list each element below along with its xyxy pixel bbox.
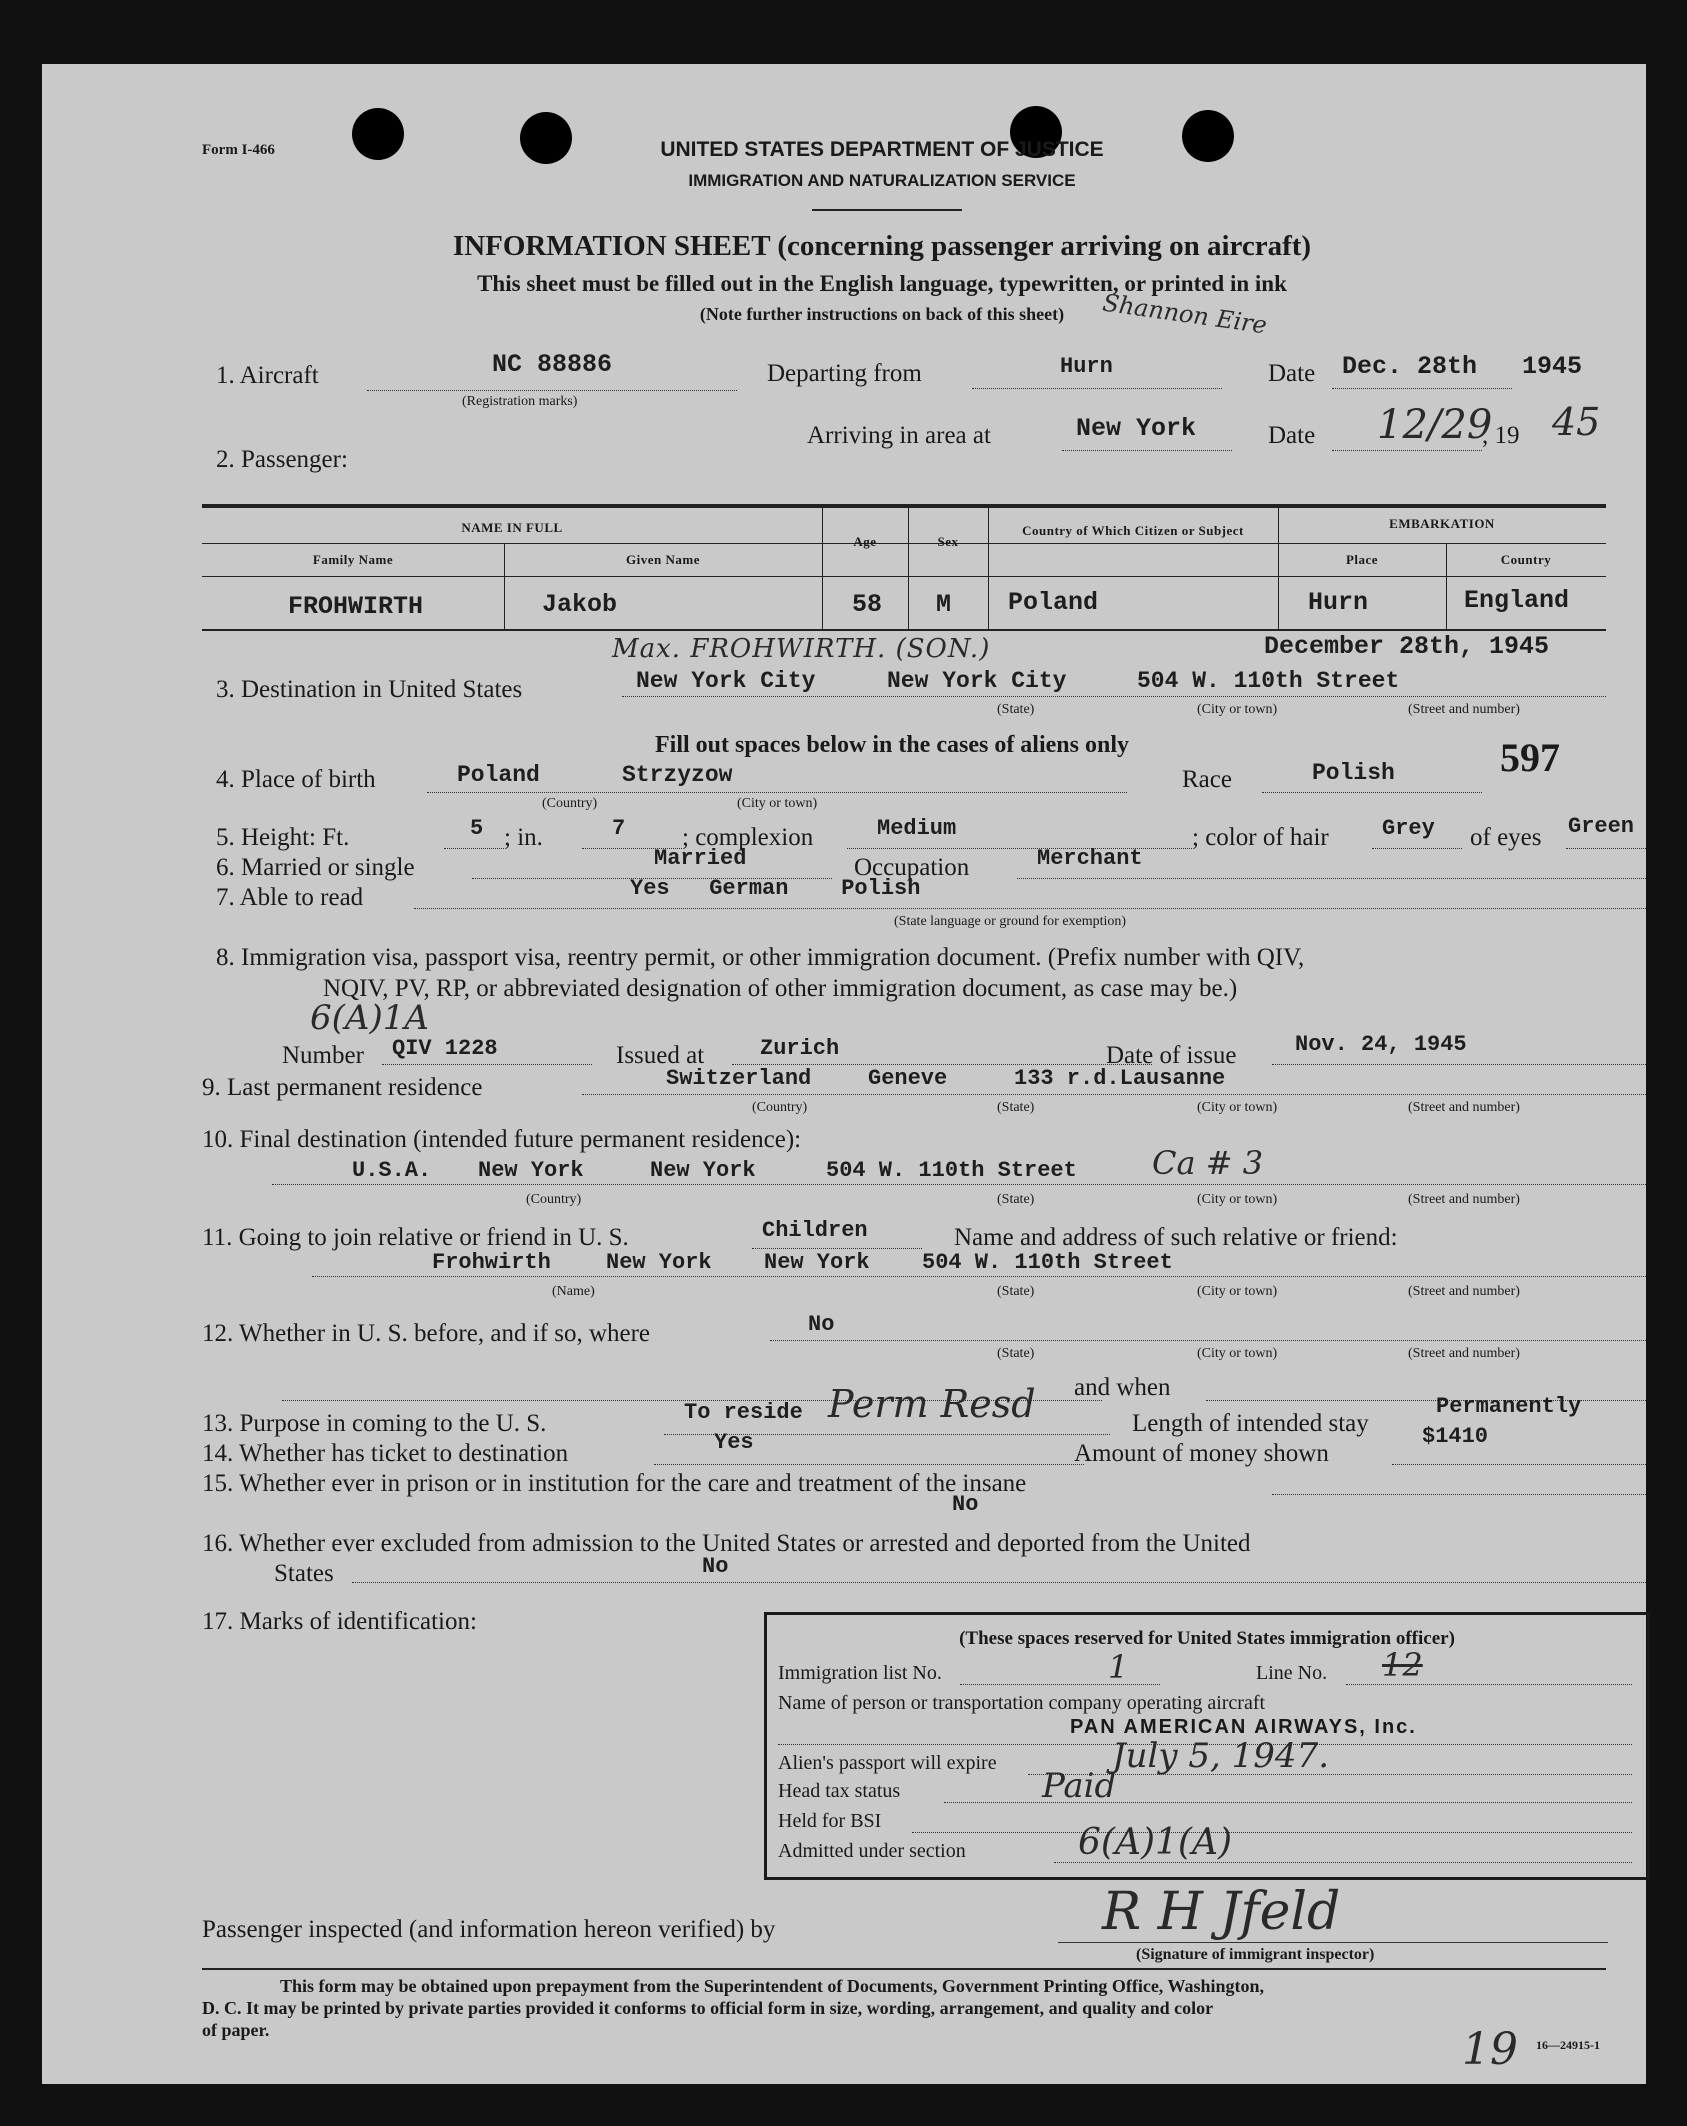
marital-value: Married [654, 846, 747, 871]
read-line [414, 908, 1646, 909]
arriving-value: New York [1076, 414, 1197, 443]
family-name-header: Family Name [312, 552, 394, 567]
complexion-label: ; complexion [682, 824, 814, 851]
residence-street-caption: (Street and number) [1408, 1100, 1520, 1115]
name-address-label: Name and address of such relative or friend: [954, 1224, 1398, 1251]
head-tax-value: Paid [1042, 1766, 1117, 1806]
sheet-title: INFORMATION SHEET (concerning passenger arriving on aircraft) [452, 230, 1312, 262]
embark-country-value: England [1464, 586, 1570, 615]
son-note-handwritten: Max. FROHWIRTH. (SON.) [612, 634, 991, 664]
date-of-issue-value: Nov. 24, 1945 [1295, 1032, 1467, 1057]
bsi-label: Held for BSI [778, 1810, 882, 1832]
place-header: Place [1345, 552, 1379, 567]
arrive-year-value: 45 [1552, 400, 1601, 444]
depart-date-value: Dec. 28th [1342, 352, 1478, 381]
departing-handwritten: Shannon Eire [1100, 288, 1269, 340]
print-note-line3: of paper. [202, 2020, 270, 2040]
final-country-caption: (Country) [526, 1192, 582, 1207]
signature-line [1058, 1942, 1608, 1943]
print-note-line1: This form may be obtained upon prepayment from the Superintendent of Documents, Government Printing Office, Washington, [280, 1976, 1265, 1996]
service-title: IMMIGRATION AND NATURALIZATION SERVICE [688, 171, 1076, 190]
height-feet: 5 [470, 816, 484, 841]
and-when-label: and when [1074, 1374, 1171, 1401]
final-destination-label: 10. Final destination (intended future permanent residence): [202, 1126, 802, 1153]
inspected-label: Passenger inspected (and information hereon verified) by [202, 1916, 776, 1943]
citizen-value: Poland [1008, 588, 1099, 617]
typed-date-note: December 28th, 1945 [1264, 632, 1550, 661]
visa-number-value: QIV 1228 [392, 1036, 498, 1061]
relative-state-caption: (State) [997, 1284, 1035, 1299]
residence-state: Geneve [868, 1066, 948, 1091]
birth-city: Strzyzow [622, 762, 733, 788]
money-label: Amount of money shown [1074, 1440, 1329, 1467]
join-relative-line [752, 1248, 922, 1249]
money-line [1392, 1464, 1646, 1465]
passenger-label: 2. Passenger: [216, 446, 348, 473]
before-city-caption: (City or town) [1197, 1346, 1278, 1361]
relative-address-line [312, 1276, 1646, 1277]
issued-at-line [732, 1064, 1152, 1065]
length-of-stay-label: Length of intended stay [1132, 1410, 1369, 1437]
birth-country: Poland [457, 762, 540, 788]
sheet-note: (Note further instructions on back of this sheet) [699, 304, 1065, 324]
eyes-line [1566, 848, 1646, 849]
final-city: New York [650, 1158, 756, 1183]
final-city-caption: (City or town) [1197, 1192, 1278, 1207]
table-rule [202, 576, 1606, 577]
table-bottom-rule [202, 629, 1606, 631]
print-note-line2: D. C. It may be printed by private parties provided it conforms to official form in size, wording, arrangement, and quality and color [202, 1998, 1214, 2018]
prison-value: No [952, 1492, 979, 1517]
punch-hole [352, 108, 404, 160]
prison-line [1272, 1494, 1646, 1495]
name-in-full-header: NAME IN FULL [461, 520, 563, 535]
date-of-issue-line [1272, 1064, 1646, 1065]
height-inches: 7 [612, 816, 626, 841]
race-line [1262, 792, 1482, 793]
embark-place-value: Hurn [1308, 588, 1369, 617]
occupation-line [1017, 878, 1646, 879]
visa-label-line2: NQIV, PV, RP, or abbreviated designation of other immigration document, as case may be.) [323, 975, 1238, 1002]
aircraft-caption: (Registration marks) [462, 394, 578, 409]
section-label: Admitted under section [778, 1840, 966, 1862]
before-line [770, 1340, 1646, 1341]
age-header: Age [853, 534, 877, 549]
occupation-value: Merchant [1037, 846, 1143, 871]
depart-date-label: Date [1268, 360, 1316, 387]
hair-line [1372, 848, 1462, 849]
line-no-value: 12 [1382, 1646, 1423, 1684]
final-street-caption: (Street and number) [1408, 1192, 1520, 1207]
birth-city-caption: (City or town) [737, 796, 818, 811]
departing-label: Departing from [767, 360, 922, 387]
marks-label: 17. Marks of identification: [202, 1608, 477, 1635]
given-name-value: Jakob [542, 590, 618, 619]
birthplace-line [427, 792, 1127, 793]
depart-year-value: 1945 [1522, 352, 1583, 381]
company-value: PAN AMERICAN AIRWAYS, Inc. [1070, 1716, 1417, 1738]
arrive-year-prefix: , 19 [1482, 422, 1520, 449]
before-value: No [808, 1312, 835, 1337]
page-number-handwritten: 19 [1462, 2024, 1518, 2075]
given-name-header: Given Name [626, 552, 700, 567]
table-col [988, 508, 989, 630]
embarkation-header: EMBARKATION [1389, 516, 1495, 531]
relative-city: New York [764, 1250, 870, 1275]
race-code: 597 [1500, 735, 1560, 780]
country-header: Country of Which Citizen or Subject [1022, 523, 1244, 538]
line-no-line [1346, 1684, 1632, 1685]
destination-state: New York City [636, 668, 816, 694]
header-rule [812, 209, 962, 211]
join-relative-value: Children [762, 1218, 868, 1243]
bsi-line [912, 1832, 1632, 1833]
birthplace-label: 4. Place of birth [216, 766, 376, 793]
department-title: UNITED STATES DEPARTMENT OF JUSTICE [660, 138, 1104, 161]
birth-country-caption: (Country) [542, 796, 598, 811]
footer-rule [202, 1968, 1606, 1970]
final-state: New York [478, 1158, 584, 1183]
table-col [822, 508, 823, 630]
sex-header: Sex [937, 534, 959, 549]
list-no-line [960, 1684, 1160, 1685]
aircraft-value: NC 88886 [492, 350, 613, 379]
section-value: 6(A)1(A) [1078, 1822, 1232, 1863]
relative-city-caption: (City or town) [1197, 1284, 1278, 1299]
destination-line [622, 696, 1606, 697]
aircraft-label: 1. Aircraft [216, 362, 319, 389]
hair-label: ; color of hair [1192, 824, 1329, 851]
sheet-subtitle: This sheet must be filled out in the English language, typewritten, or printed in ink [477, 271, 1287, 296]
relative-name-caption: (Name) [552, 1284, 595, 1299]
destination-street-caption: (Street and number) [1408, 702, 1520, 717]
residence-street: 133 r.d.Lausanne [1014, 1066, 1226, 1091]
relative-street: 504 W. 110th Street [922, 1250, 1173, 1275]
residence-state-caption: (State) [997, 1100, 1035, 1115]
before-street-caption: (Street and number) [1408, 1346, 1520, 1361]
destination-city: New York City [887, 668, 1067, 694]
passport-expire-value: July 5, 1947. [1112, 1736, 1329, 1776]
ticket-label: 14. Whether has ticket to destination [202, 1440, 569, 1467]
before-state-caption: (State) [997, 1346, 1035, 1361]
arriving-line [1062, 450, 1232, 451]
marital-label: 6. Married or single [216, 854, 415, 881]
signature-caption: (Signature of immigrant inspector) [1136, 1946, 1375, 1963]
complexion-value: Medium [877, 816, 957, 841]
form-sheet [42, 64, 1646, 2084]
destination-city-caption: (City or town) [1197, 702, 1278, 717]
eyes-value: Green [1568, 814, 1635, 839]
residence-country-caption: (Country) [752, 1100, 808, 1115]
head-tax-label: Head tax status [778, 1780, 901, 1802]
relative-street-caption: (Street and number) [1408, 1284, 1520, 1299]
read-caption: (State language or ground for exemption) [894, 914, 1127, 929]
embark-country-header: Country [1500, 552, 1552, 567]
final-handwritten-note: Ca # 3 [1152, 1144, 1264, 1182]
table-top-rule [202, 504, 1606, 508]
hair-value: Grey [1382, 816, 1435, 841]
race-label: Race [1182, 766, 1232, 793]
arrive-date-line [1332, 450, 1482, 451]
final-state-caption: (State) [997, 1192, 1035, 1207]
occupation-label: Occupation [854, 854, 970, 881]
inspector-signature: R H Jfeld [1102, 1882, 1341, 1942]
read-value: Yes German Polish [630, 876, 921, 901]
arriving-label: Arriving in area at [807, 422, 991, 449]
passport-expire-label: Alien's passport will expire [778, 1752, 997, 1774]
residence-label: 9. Last permanent residence [202, 1074, 483, 1101]
purpose-label: 13. Purpose in coming to the U. S. [202, 1410, 547, 1437]
race-value: Polish [1312, 760, 1395, 786]
join-relative-label: 11. Going to join relative or friend in U. S. [202, 1224, 629, 1251]
feet-line [444, 848, 504, 849]
departing-value: Hurn [1060, 354, 1113, 379]
destination-street: 504 W. 110th Street [1137, 668, 1400, 694]
issued-at-label: Issued at [616, 1042, 705, 1069]
ticket-value: Yes [714, 1430, 754, 1455]
arrive-date-value: 12/29 [1377, 402, 1493, 448]
purpose-handwritten: Perm Resd [828, 1382, 1036, 1426]
excluded-line [352, 1582, 1646, 1583]
punch-hole [1182, 110, 1234, 162]
age-value: 58 [852, 590, 883, 619]
punch-hole [520, 112, 572, 164]
before-label: 12. Whether in U. S. before, and if so, where [202, 1320, 651, 1347]
relative-name: Frohwirth [432, 1250, 551, 1275]
relative-state: New York [606, 1250, 712, 1275]
table-col [908, 508, 909, 630]
line-no-label: Line No. [1256, 1662, 1328, 1684]
ticket-line [654, 1464, 1084, 1465]
excluded-value: No [702, 1554, 729, 1579]
residence-line [582, 1094, 1646, 1095]
prison-label: 15. Whether ever in prison or in institution for the care and treatment of the insane [202, 1470, 1027, 1497]
visa-handwritten-note: 6(A)1A [310, 998, 429, 1038]
aliens-heading: Fill out spaces below in the cases of aliens only [654, 732, 1129, 758]
destination-label: 3. Destination in United States [216, 676, 523, 703]
money-value: $1410 [1422, 1424, 1489, 1449]
company-label: Name of person or transportation company operating aircraft [778, 1692, 1266, 1714]
aircraft-line [367, 390, 737, 391]
final-street: 504 W. 110th Street [826, 1158, 1077, 1183]
officer-box-heading: (These spaces reserved for United States immigration officer) [959, 1628, 1455, 1649]
visa-number-line [382, 1064, 592, 1065]
issued-at-value: Zurich [760, 1036, 840, 1061]
form-number: Form I-466 [202, 142, 275, 158]
departing-line [972, 388, 1222, 389]
final-destination-line [272, 1184, 1646, 1185]
purpose-value: To reside [684, 1400, 803, 1425]
visa-number-label: Number [282, 1042, 364, 1069]
height-label: 5. Height: Ft. [216, 824, 350, 851]
list-no-value: 1 [1108, 1648, 1129, 1686]
eyes-label: of eyes [1470, 824, 1542, 851]
arrive-date-label: Date [1268, 422, 1316, 449]
residence-country: Switzerland [666, 1066, 812, 1091]
residence-city-caption: (City or town) [1197, 1100, 1278, 1115]
excluded-label-line1: 16. Whether ever excluded from admission to the United States or arrested and deported from the United [202, 1530, 1251, 1557]
form-code: 16—24915-1 [1536, 2038, 1600, 2052]
final-country: U.S.A. [352, 1158, 432, 1183]
depart-date-line [1332, 388, 1512, 389]
read-label: 7. Able to read [216, 884, 364, 911]
sex-value: M [936, 590, 952, 619]
date-of-issue-label: Date of issue [1106, 1042, 1237, 1069]
list-no-label: Immigration list No. [778, 1662, 942, 1684]
visa-label-line1: 8. Immigration visa, passport visa, reentry permit, or other immigration document. (Prefix number with QIV, [216, 944, 1305, 971]
destination-state-caption: (State) [997, 702, 1035, 717]
inches-label: ; in. [504, 824, 543, 851]
excluded-label-line2: States [274, 1560, 334, 1587]
length-of-stay-value: Permanently [1436, 1394, 1582, 1419]
family-name-value: FROHWIRTH [288, 592, 424, 621]
